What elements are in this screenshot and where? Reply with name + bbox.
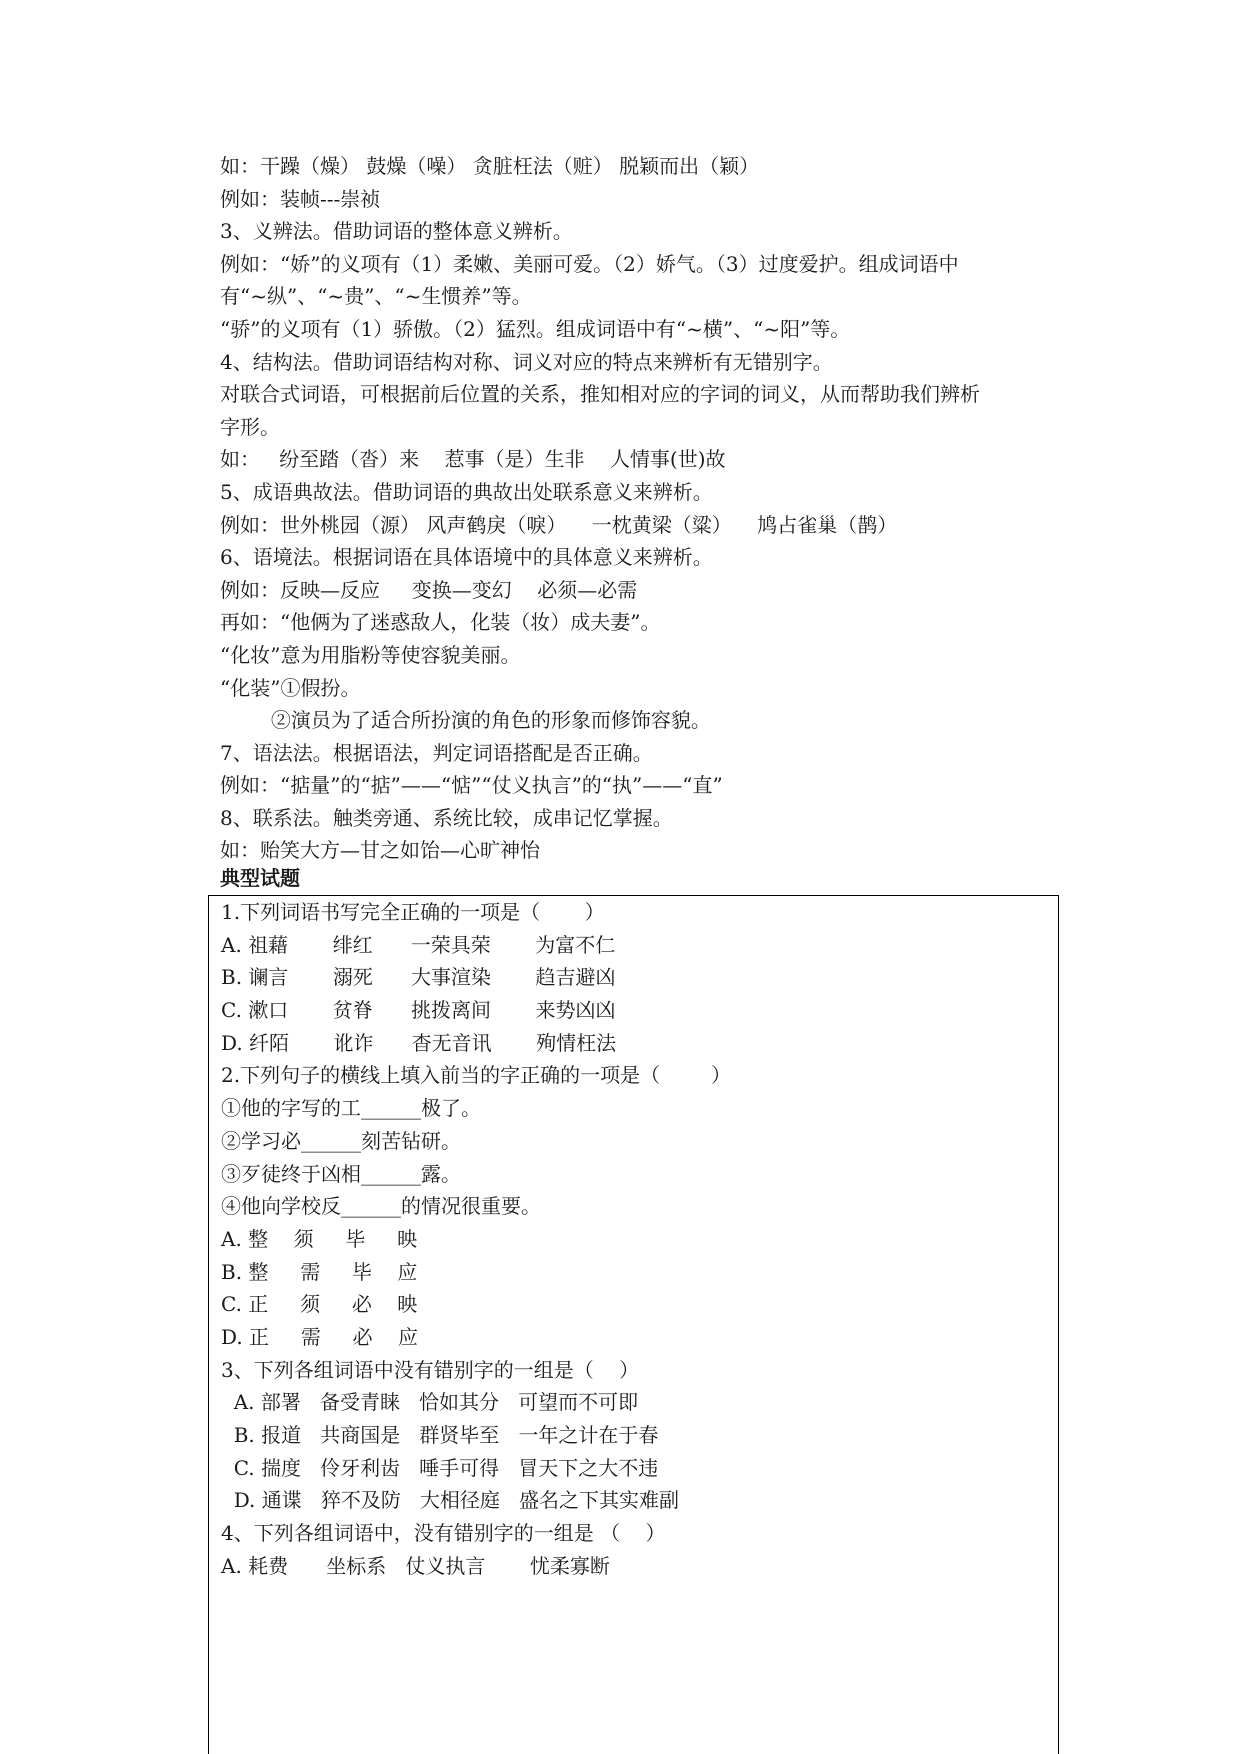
question-option: D. 正 需 必 应 bbox=[221, 1324, 419, 1349]
text-line: 例如：装帧---崇祯 bbox=[220, 186, 381, 211]
text-line: 6、语境法。根据词语在具体语境中的具体意义来辨析。 bbox=[220, 545, 713, 570]
question-option: C. 正 须 必 映 bbox=[221, 1292, 418, 1317]
exam-questions bbox=[221, 896, 1051, 1582]
question-blank: ②学习必______刻苦钻研。 bbox=[221, 1128, 461, 1153]
question-blank: ①他的字写的工______极了。 bbox=[221, 1096, 481, 1121]
text-line: “化装”①假扮。 bbox=[220, 675, 361, 700]
text-line: 例如：“掂量”的“掂”——“惦”“仗义执言”的“执”——“直” bbox=[220, 773, 723, 798]
text-line: 如：干躁（燥） 鼓燥（噪） 贪脏枉法（赃） 脱颖而出（颖） bbox=[220, 154, 760, 178]
text-line: “骄”的义项有（1）骄傲。（2）猛烈。组成词语中有“~横”、“~阳”等。 bbox=[220, 316, 851, 341]
question-option: A. 部署 备受青睐 恰如其分 可望而不可即 bbox=[221, 1390, 639, 1415]
question-option: A. 祖藉 绯红 一荣具荣 为富不仁 bbox=[221, 932, 616, 957]
text-line: 如：贻笑大方—甘之如饴—心旷神怡 bbox=[220, 838, 540, 863]
question-option: D. 纤陌 讹诈 杳无音讯 殉情枉法 bbox=[221, 1030, 617, 1055]
text-line: 例如：世外桃园（源） 风声鹤戾（唳） 一枕黄梁（粱） 鸠占雀巢（鹊） bbox=[220, 512, 898, 537]
question-blank: ④他向学校反______的情况很重要。 bbox=[221, 1194, 541, 1219]
text-line: 再如：“他俩为了迷惑敌人，化装（妆）成夫妻”。 bbox=[220, 610, 661, 635]
text-line: 字形。 bbox=[220, 414, 280, 439]
text-line: 3、义辨法。借助词语的整体意义辨析。 bbox=[220, 219, 573, 244]
study-notes bbox=[220, 150, 1060, 867]
question-line: 1.下列词语书写完全正确的一项是（ ） bbox=[221, 900, 605, 924]
section-heading: 典型试题 bbox=[220, 866, 300, 890]
text-line: 5、成语典故法。借助词语的典故出处联系意义来辨析。 bbox=[220, 479, 713, 504]
question-option: B. 谰言 溺死 大事渲染 趋吉避凶 bbox=[221, 965, 616, 990]
question-option: C. 揣度 伶牙利齿 唾手可得 冒天下之大不违 bbox=[221, 1455, 659, 1480]
question-option: A. 耗费 坐标系 仗义执言 忧柔寡断 bbox=[221, 1553, 610, 1578]
text-line: 对联合式词语，可根据前后位置的关系，推知相对应的字词的词义，从而帮助我们辨析 bbox=[220, 382, 980, 407]
text-line: 有“~纵”、“~贵”、“~生惯养”等。 bbox=[220, 284, 532, 309]
question-option: D. 通谍 猝不及防 大相径庭 盛名之下其实难副 bbox=[221, 1488, 679, 1513]
text-line: 4、结构法。借助词语结构对称、词义对应的特点来辨析有无错别字。 bbox=[220, 349, 833, 374]
text-line: “化妆”意为用脂粉等使容貌美丽。 bbox=[220, 642, 521, 667]
text-line: ②演员为了适合所扮演的角色的形象而修饰容貌。 bbox=[220, 708, 711, 733]
question-line: 2.下列句子的横线上填入前当的字正确的一项是（ ） bbox=[221, 1063, 731, 1088]
question-line: 4、下列各组词语中，没有错别字的一组是 （ ） bbox=[221, 1521, 666, 1546]
question-option: C. 漱口 贫脊 挑拨离间 来势凶凶 bbox=[221, 998, 616, 1023]
text-line: 例如：反映—反应 变换—变幻 必须—必需 bbox=[220, 577, 638, 602]
text-line: 如： 纷至踏（沓）来 惹事（是）生非 人情事(世)故 bbox=[220, 447, 726, 472]
question-blank: ③歹徒终于凶相______露。 bbox=[221, 1161, 461, 1186]
text-line: 例如：“娇”的义项有（1）柔嫩、美丽可爱。（2）娇气。（3）过度爱护。组成词语中 bbox=[220, 251, 959, 276]
question-option: B. 整 需 毕 应 bbox=[221, 1259, 418, 1284]
text-line: 7、语法法。根据语法，判定词语搭配是否正确。 bbox=[220, 740, 653, 765]
question-line: 3、下列各组词语中没有错别字的一组是（ ） bbox=[221, 1357, 640, 1382]
question-option: A. 整 须 毕 映 bbox=[221, 1226, 418, 1251]
text-line: 8、联系法。触类旁通、系统比较，成串记忆掌握。 bbox=[220, 805, 673, 830]
exam-questions-box bbox=[208, 895, 1059, 1754]
question-option: B. 报道 共商国是 群贤毕至 一年之计在于春 bbox=[221, 1423, 659, 1447]
